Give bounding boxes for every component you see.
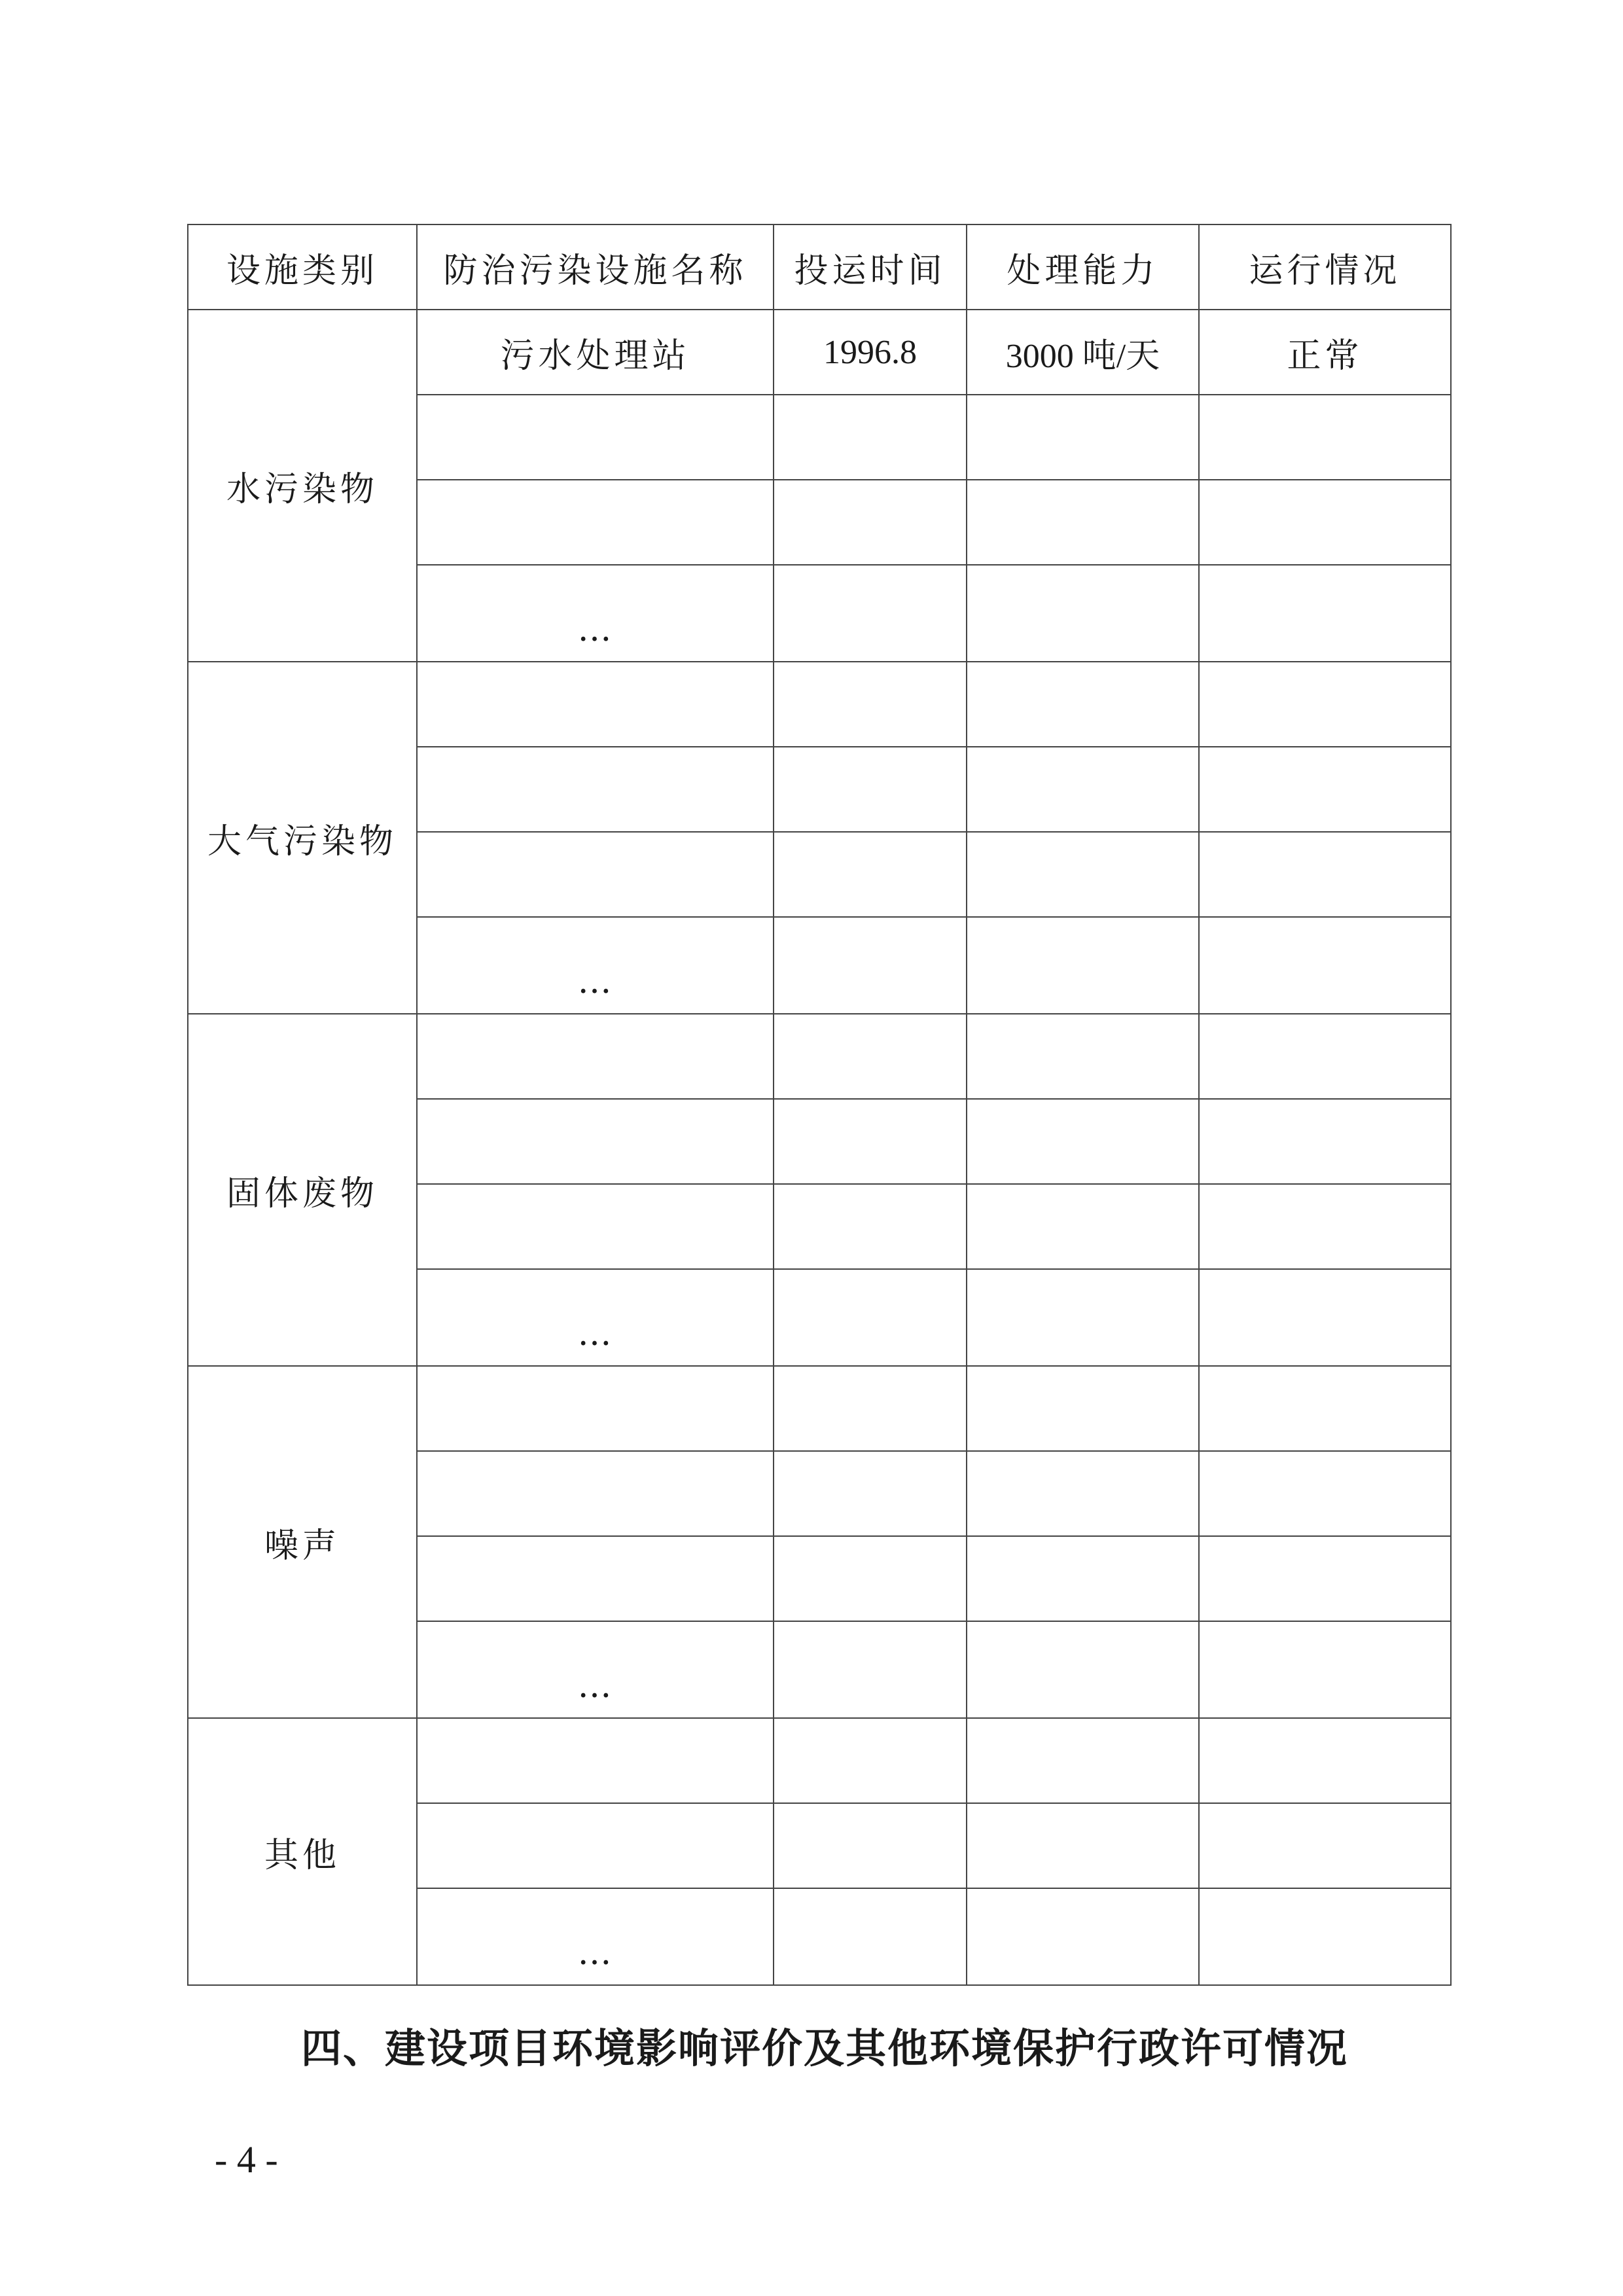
empty-cell xyxy=(1199,565,1451,662)
empty-cell xyxy=(417,1184,774,1269)
category-noise: 噪声 xyxy=(188,1366,417,1718)
header-facility-category: 设施类别 xyxy=(188,224,417,310)
empty-cell xyxy=(417,395,774,480)
empty-cell xyxy=(1199,395,1451,480)
empty-cell xyxy=(417,1718,774,1803)
empty-cell xyxy=(967,747,1199,832)
empty-cell xyxy=(967,1451,1199,1536)
empty-cell xyxy=(774,1451,967,1536)
category-solid-waste: 固体废物 xyxy=(188,1014,417,1366)
empty-cell xyxy=(967,917,1199,1014)
empty-cell xyxy=(1199,662,1451,747)
category-water-pollutants: 水污染物 xyxy=(188,310,417,662)
empty-cell xyxy=(1199,1621,1451,1718)
empty-cell xyxy=(967,832,1199,917)
empty-cell xyxy=(1199,747,1451,832)
ellipsis-cell: … xyxy=(417,1621,774,1718)
ellipsis-cell: … xyxy=(417,1888,774,1985)
empty-cell xyxy=(774,1536,967,1621)
table-row xyxy=(188,662,1451,747)
empty-cell xyxy=(417,1014,774,1099)
empty-cell xyxy=(967,1536,1199,1621)
empty-cell xyxy=(774,1099,967,1184)
empty-cell xyxy=(1199,1718,1451,1803)
empty-cell xyxy=(417,662,774,747)
empty-cell xyxy=(417,1451,774,1536)
table-header-row xyxy=(188,224,1451,310)
pollution-facilities-table xyxy=(187,224,1452,1986)
ellipsis-cell: … xyxy=(417,917,774,1014)
start-time-cell: 1996.8 xyxy=(774,310,967,395)
empty-cell xyxy=(967,1888,1199,1985)
empty-cell xyxy=(774,565,967,662)
empty-cell xyxy=(1199,1014,1451,1099)
empty-cell xyxy=(967,395,1199,480)
ellipsis-cell: … xyxy=(417,565,774,662)
table-row xyxy=(188,1014,1451,1099)
empty-cell xyxy=(967,1014,1199,1099)
category-other: 其他 xyxy=(188,1718,417,1985)
status-cell: 正常 xyxy=(1199,310,1451,395)
page-number: - 4 - xyxy=(215,2138,278,2181)
section-heading: 四、建设项目环境影响评价及其他环境保护行政许可情况 xyxy=(301,2024,1349,2072)
empty-cell xyxy=(1199,917,1451,1014)
empty-cell xyxy=(417,1099,774,1184)
empty-cell xyxy=(967,1718,1199,1803)
empty-cell xyxy=(967,565,1199,662)
empty-cell xyxy=(774,1621,967,1718)
capacity-cell: 3000 吨/天 xyxy=(967,310,1199,395)
empty-cell xyxy=(1199,1269,1451,1366)
header-status: 运行情况 xyxy=(1199,224,1451,310)
empty-cell xyxy=(417,1536,774,1621)
empty-cell xyxy=(774,1718,967,1803)
empty-cell xyxy=(774,747,967,832)
empty-cell xyxy=(1199,832,1451,917)
header-start-time: 投运时间 xyxy=(774,224,967,310)
empty-cell xyxy=(967,1366,1199,1451)
empty-cell xyxy=(774,1014,967,1099)
empty-cell xyxy=(774,1888,967,1985)
empty-cell xyxy=(967,1803,1199,1888)
empty-cell xyxy=(774,1366,967,1451)
empty-cell xyxy=(1199,1184,1451,1269)
empty-cell xyxy=(774,917,967,1014)
empty-cell xyxy=(774,1184,967,1269)
empty-cell xyxy=(774,480,967,565)
empty-cell xyxy=(967,1099,1199,1184)
empty-cell xyxy=(1199,1099,1451,1184)
empty-cell xyxy=(417,1366,774,1451)
category-air-pollutants: 大气污染物 xyxy=(188,662,417,1014)
empty-cell xyxy=(774,395,967,480)
empty-cell xyxy=(967,480,1199,565)
empty-cell xyxy=(967,1184,1199,1269)
empty-cell xyxy=(1199,1536,1451,1621)
empty-cell xyxy=(774,832,967,917)
ellipsis-cell: … xyxy=(417,1269,774,1366)
table-row xyxy=(188,1718,1451,1803)
empty-cell xyxy=(417,480,774,565)
empty-cell xyxy=(417,1803,774,1888)
empty-cell xyxy=(967,1621,1199,1718)
empty-cell xyxy=(774,1803,967,1888)
empty-cell xyxy=(1199,1803,1451,1888)
empty-cell xyxy=(967,662,1199,747)
empty-cell xyxy=(1199,1451,1451,1536)
empty-cell xyxy=(1199,480,1451,565)
empty-cell xyxy=(774,1269,967,1366)
empty-cell xyxy=(1199,1888,1451,1985)
empty-cell xyxy=(1199,1366,1451,1451)
empty-cell xyxy=(417,747,774,832)
empty-cell xyxy=(774,662,967,747)
empty-cell xyxy=(417,832,774,917)
header-capacity: 处理能力 xyxy=(967,224,1199,310)
empty-cell xyxy=(967,1269,1199,1366)
table-row xyxy=(188,310,1451,395)
header-facility-name: 防治污染设施名称 xyxy=(417,224,774,310)
facility-name-cell: 污水处理站 xyxy=(417,310,774,395)
table-row xyxy=(188,1366,1451,1451)
